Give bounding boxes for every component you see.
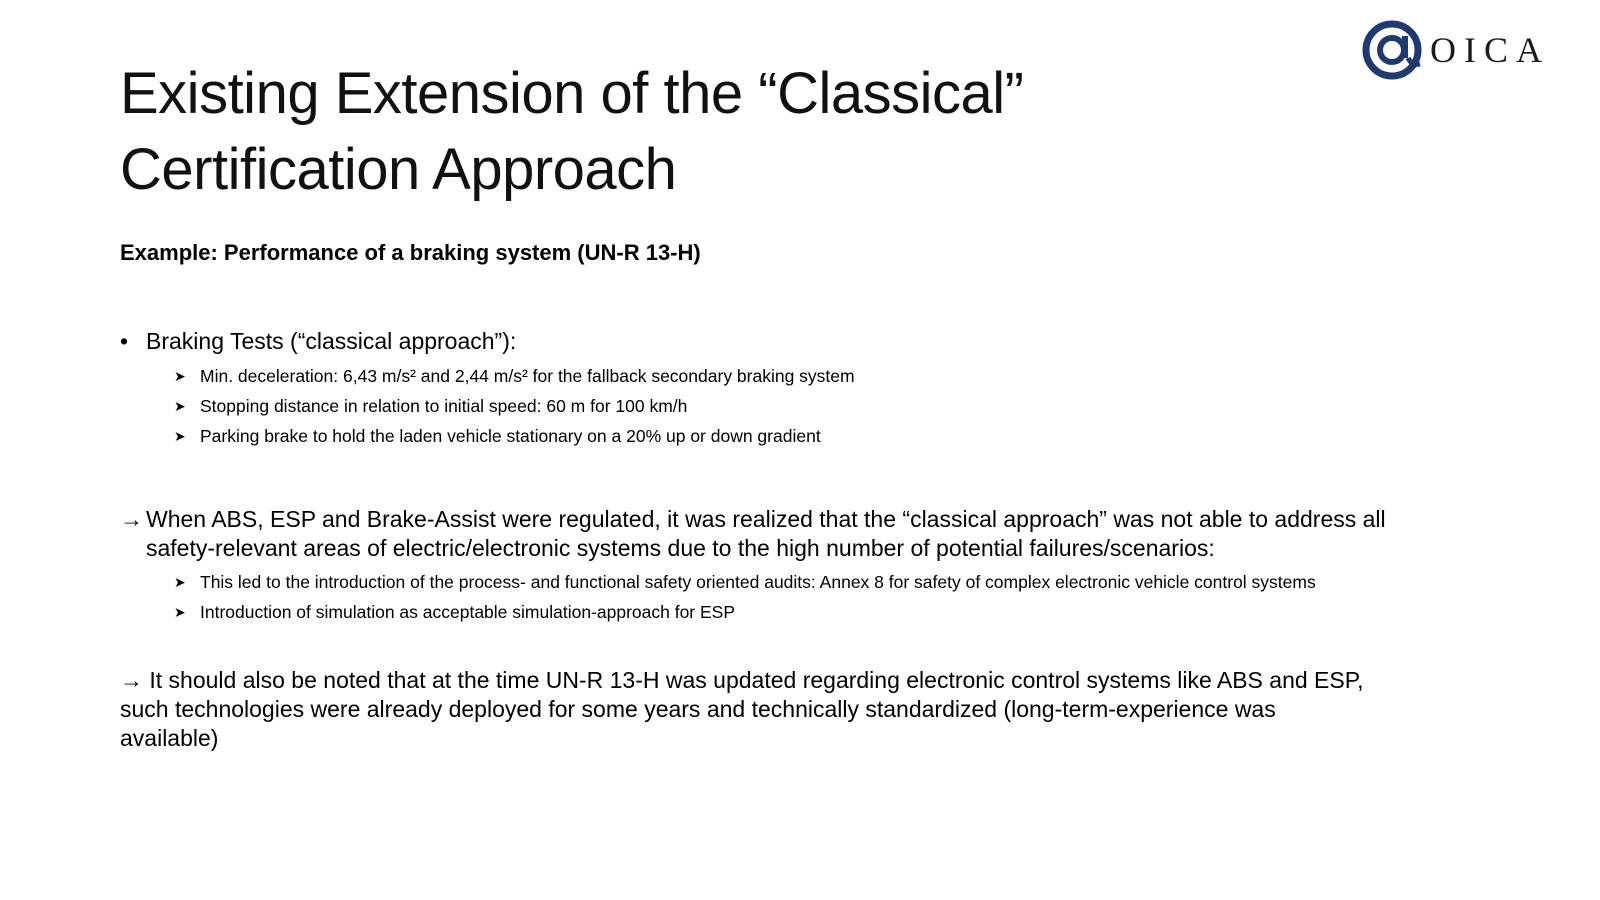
arrowhead-bullet-icon: ➤ <box>174 398 186 414</box>
logo-text: OICA <box>1430 30 1550 70</box>
regulation-note-line-1 <box>120 505 1480 534</box>
list-item-text: Introduction of simulation as acceptable simulation-approach for ESP <box>200 602 736 622</box>
arrowhead-bullet-icon: ➤ <box>174 428 186 444</box>
braking-tests-list <box>174 361 855 451</box>
list-item <box>174 597 1316 627</box>
list-item-text: Parking brake to hold the laden vehicle stationary on a 20% up or down gradient <box>200 426 821 446</box>
braking-tests-bullet <box>120 328 516 355</box>
closing-note-line-2: such technologies were already deployed for some years and technically standardized (long-term-experience was <box>120 696 1276 722</box>
braking-tests-label: Braking Tests (“classical approach”): <box>146 328 517 354</box>
bullet-dot-icon: • <box>120 328 129 354</box>
oica-at-icon <box>1360 18 1424 82</box>
list-item <box>174 361 855 391</box>
closing-note-line-1: → It should also be noted that at the time UN-R 13-H was updated regarding electronic control systems like ABS and ESP, <box>120 667 1364 693</box>
regulation-note-list <box>174 567 1316 627</box>
arrowhead-bullet-icon: ➤ <box>174 574 186 590</box>
list-item <box>174 391 855 421</box>
right-arrow-icon: → <box>120 506 143 532</box>
list-item <box>174 421 855 451</box>
list-item <box>174 567 1316 597</box>
arrowhead-bullet-icon: ➤ <box>174 604 186 620</box>
slide-title <box>120 56 1023 208</box>
list-item-text: This led to the introduction of the process- and functional safety oriented audits: Annex 8 for safety of complex electronic vehicle control systems <box>200 572 1316 592</box>
list-item-text: Min. deceleration: 6,43 m/s² and 2,44 m/s² for the fallback secondary braking system <box>200 366 855 386</box>
slide-title-line-2: Certification Approach <box>120 137 677 202</box>
slide-title-line-1: Existing Extension of the “Classical” <box>120 61 1024 126</box>
regulation-note-line-2: safety-relevant areas of electric/electronic systems due to the high number of potential failures/scenarios: <box>146 535 1215 561</box>
closing-note <box>120 666 1460 753</box>
slide-subtitle: Example: Performance of a braking system (UN-R 13-H) <box>120 240 701 265</box>
closing-note-line-3: available) <box>120 725 219 751</box>
list-item-text: Stopping distance in relation to initial speed: 60 m for 100 km/h <box>200 396 688 416</box>
oica-logo <box>1360 18 1570 82</box>
regulation-note <box>120 505 1480 563</box>
arrowhead-bullet-icon: ➤ <box>174 368 186 384</box>
regulation-note-text-1: When ABS, ESP and Brake-Assist were regulated, it was realized that the “classical approach” was not able to address all <box>146 506 1386 532</box>
